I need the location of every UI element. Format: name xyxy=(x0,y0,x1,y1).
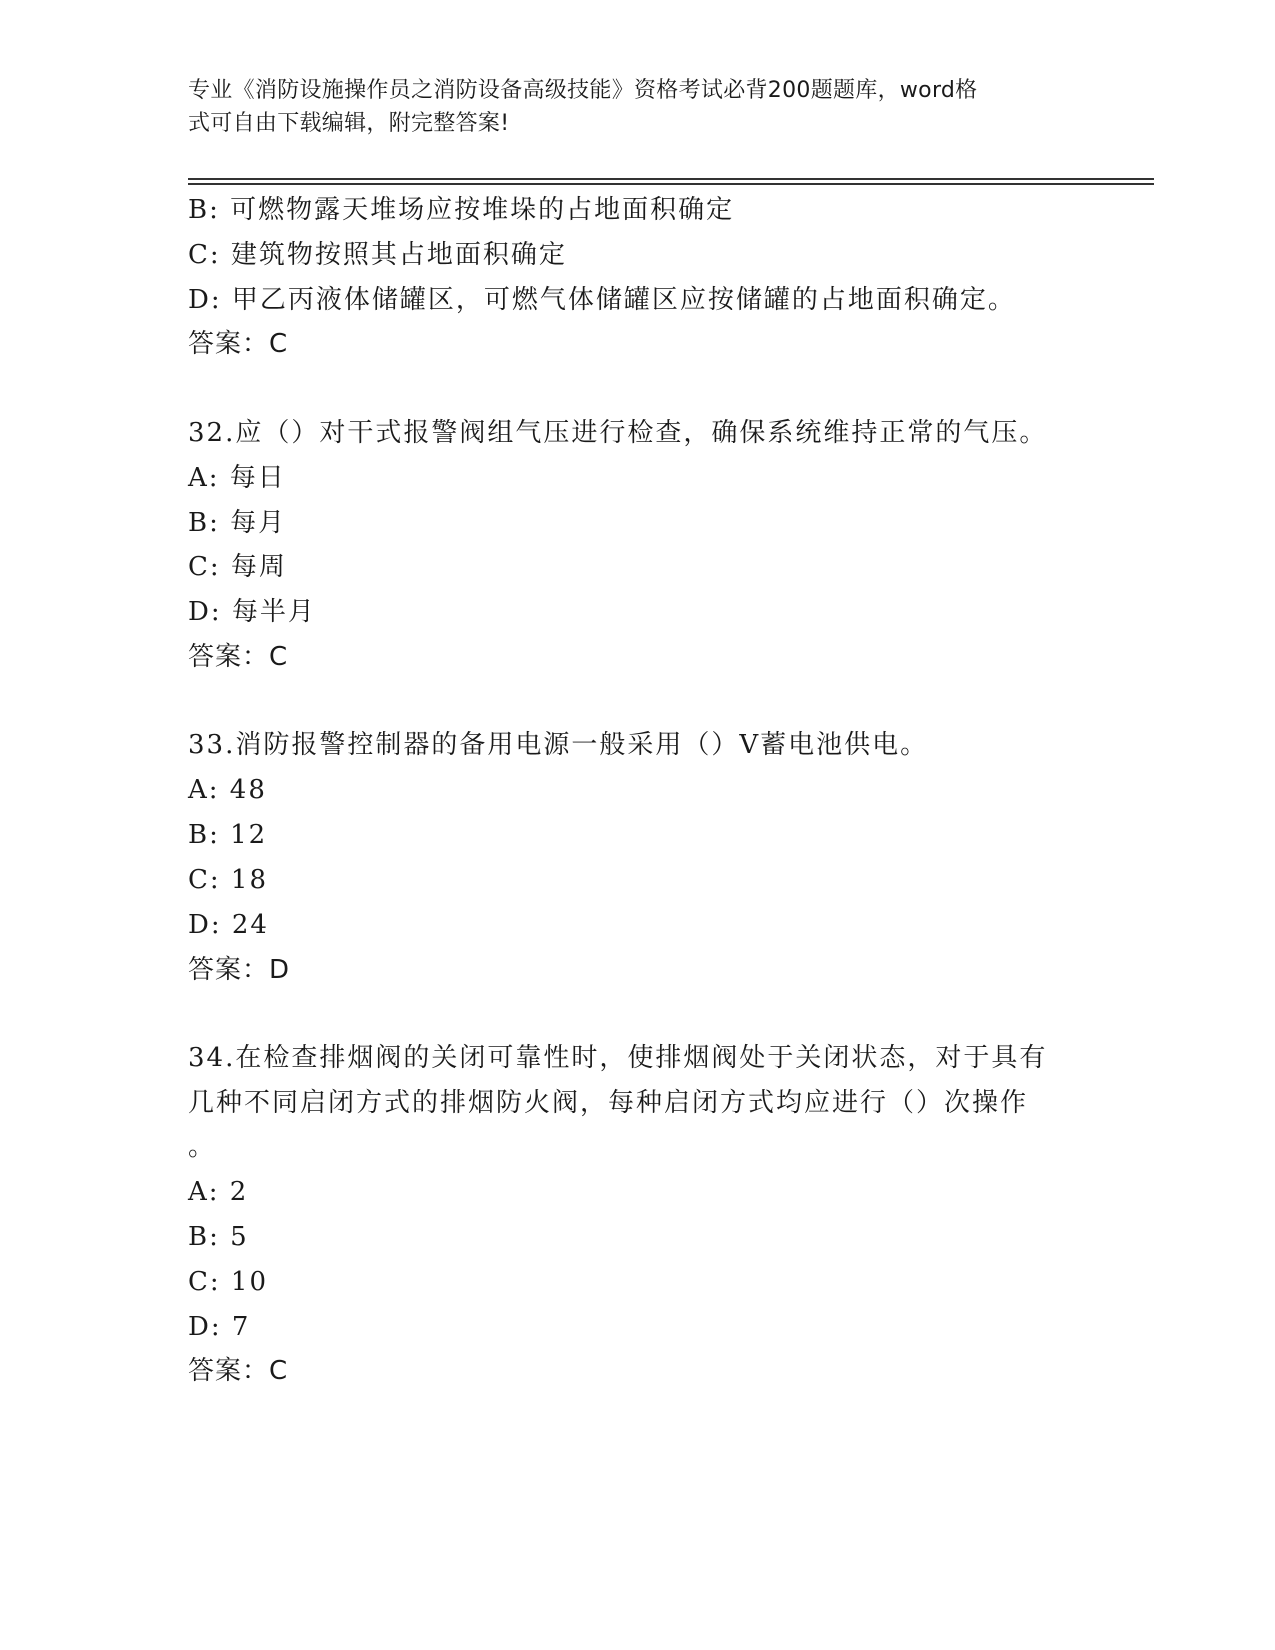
q34-question-line-3: 。 xyxy=(188,1132,217,1162)
header-divider-bottom xyxy=(188,183,1154,185)
q34-option-b: B: 5 xyxy=(188,1222,249,1252)
q32-question: 32.应（）对干式报警阀组气压进行检查，确保系统维持正常的气压。 xyxy=(188,418,1048,448)
q34-question-line-1: 34.在检查排烟阀的关闭可靠性时，使排烟阀处于关闭状态，对于具有 xyxy=(188,1043,1048,1073)
q34-question-line-2: 几种不同启闭方式的排烟防火阀，每种启闭方式均应进行（）次操作 xyxy=(188,1088,1029,1118)
q34-option-c: C: 10 xyxy=(188,1267,269,1297)
header-line-1: 专业《消防设施操作员之消防设备高级技能》资格考试必背200题题库，word格 xyxy=(188,78,978,103)
header-divider-top xyxy=(188,178,1154,180)
header-line-2: 式可自由下载编辑，附完整答案! xyxy=(188,111,510,136)
q32-answer: 答案：C xyxy=(188,642,289,672)
q33-question: 33.消防报警控制器的备用电源一般采用（）V蓄电池供电。 xyxy=(188,730,929,760)
q32-option-b: B: 每月 xyxy=(188,508,287,538)
q31-option-c: C: 建筑物按照其占地面积确定 xyxy=(188,240,567,270)
q32-option-d: D: 每半月 xyxy=(188,597,316,627)
q33-option-b: B: 12 xyxy=(188,820,268,850)
q31-answer: 答案：C xyxy=(188,329,289,359)
q33-option-a: A: 48 xyxy=(188,775,267,805)
q34-answer: 答案：C xyxy=(188,1356,289,1386)
q31-option-d: D: 甲乙丙液体储罐区，可燃气体储罐区应按储罐的占地面积确定。 xyxy=(188,285,1016,315)
q32-option-c: C: 每周 xyxy=(188,552,287,582)
q33-option-c: C: 18 xyxy=(188,865,269,895)
q31-option-b: B: 可燃物露天堆场应按堆垛的占地面积确定 xyxy=(188,195,735,225)
q33-option-d: D: 24 xyxy=(188,910,269,940)
q34-option-d: D: 7 xyxy=(188,1312,251,1342)
q34-option-a: A: 2 xyxy=(188,1177,249,1207)
q33-answer: 答案：D xyxy=(188,955,291,985)
q32-option-a: A: 每日 xyxy=(188,463,286,493)
document-header xyxy=(188,74,1068,140)
